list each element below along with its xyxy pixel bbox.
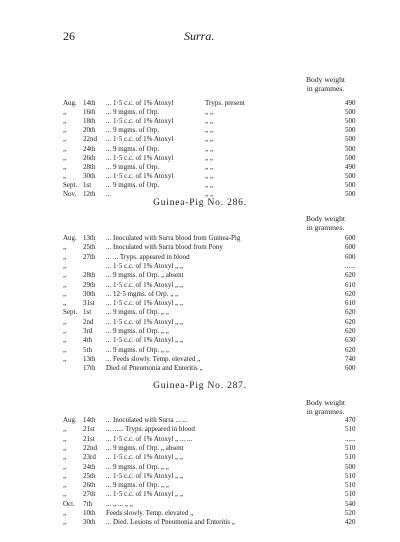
row-day: 28th <box>83 271 96 280</box>
body-weight-header-2 <box>306 214 345 232</box>
bw-header-line2: in grammes. <box>306 84 345 93</box>
row-weight: 620 <box>345 308 356 317</box>
row-description: ... 9 mgms. of Orp. „ absent <box>106 271 184 280</box>
row-month: „ <box>63 453 67 462</box>
row-weight: 510 <box>345 453 356 462</box>
row-weight: 510 <box>345 425 356 434</box>
row-month: „ <box>63 153 67 162</box>
row-day: 3rd <box>83 327 93 335</box>
row-description: ... 9 mgms. of Orp. „ „ <box>106 345 169 354</box>
row-weight: 500 <box>345 117 356 126</box>
row-description: ... 9 mgms. of Orp. <box>106 162 160 171</box>
row-description: ... 9 mgms. of Orp. <box>106 144 160 153</box>
row-weight: 620 <box>345 345 356 354</box>
row-description: ... 1·5 c.c. of 1% Atoxyl <box>106 153 174 162</box>
row-month: Sept. <box>63 180 78 189</box>
row-day: 27th <box>83 490 96 499</box>
body-weight-header-1 <box>306 75 345 93</box>
table-row <box>0 517 400 527</box>
row-weight: 500 <box>345 462 356 471</box>
row-description: ... Inoculated with Surra blood from Guinea-Pig <box>106 234 241 242</box>
row-weight: 540 <box>345 499 356 508</box>
row-weight: 620 <box>345 289 356 298</box>
row-weight: ...... <box>345 434 356 443</box>
row-weight: 630 <box>345 336 356 345</box>
row-description: ... 9 mgms. of Orp. <box>106 108 160 117</box>
row-tryps-status: „ „ <box>205 108 213 117</box>
row-month: Aug. <box>63 99 77 107</box>
row-month: „ <box>63 509 67 517</box>
row-tryps-status: Tryps. present <box>205 99 245 107</box>
row-month: „ <box>63 280 67 289</box>
row-tryps-status: „ „ <box>205 135 213 144</box>
row-description: ... 9 mgms. of Orp. „ „ <box>106 308 169 317</box>
row-weight: 600 <box>345 364 356 373</box>
bw-header-line1: Body weight <box>305 214 345 223</box>
row-description: ... 1·5 c.c. of 1% Atoxyl „ „ <box>106 299 183 308</box>
row-month: „ <box>63 317 67 326</box>
row-description: ... 1·5 c.c. of 1% Atoxyl „ „ <box>106 280 183 289</box>
row-month: „ <box>63 462 67 471</box>
row-weight: 510 <box>345 471 356 480</box>
row-weight: 420 <box>345 518 356 527</box>
row-description: ... ... Tryps. appeared in blood <box>106 252 190 261</box>
row-description: Died of Pneumonia and Enteritis „ <box>106 364 203 373</box>
row-tryps-status: „ „ <box>205 144 213 153</box>
row-weight: 510 <box>345 443 356 452</box>
row-description: ... 9 mgms. of Orp. <box>106 126 160 135</box>
row-day: 31st <box>83 299 95 308</box>
row-description: ... 1·5 c.c. of 1% Atoxyl „ „ <box>106 471 183 480</box>
row-day: 7th <box>83 499 92 508</box>
row-description: ... 1·5 c.c. of 1% Atoxyl „ „ <box>106 317 183 326</box>
page-number: 26 <box>63 29 75 43</box>
row-month: „ <box>63 443 67 452</box>
row-description: ... 9 mgms. of Orp. „ absent <box>106 443 184 452</box>
row-weight: 600 <box>345 243 356 252</box>
section-title-287: Guinea-Pig No. 287. <box>153 381 247 391</box>
row-weight: 620 <box>345 317 356 326</box>
row-weight: 510 <box>345 481 356 490</box>
row-day: 30th <box>83 289 96 298</box>
row-day: 12th <box>83 190 96 198</box>
row-day: 24th <box>83 462 96 471</box>
row-description: ... 1·5 c.c. of 1% Atoxyl „ „ <box>106 453 183 462</box>
row-day: 16th <box>83 108 96 117</box>
row-tryps-status: „ „ <box>205 190 213 198</box>
row-day: 26th <box>83 481 96 490</box>
row-weight: 500 <box>345 190 356 198</box>
row-month: „ <box>63 336 67 345</box>
row-month: „ <box>63 162 67 171</box>
row-weight: 500 <box>345 135 356 144</box>
row-month: „ <box>63 425 67 434</box>
row-month: „ <box>63 252 67 261</box>
bw-header-line1: Body weight <box>305 398 345 407</box>
row-description: ... 1·5 c.c. of 1% Atoxyl <box>106 171 174 180</box>
bw-header-line2: in grammes. <box>306 407 345 416</box>
row-day: 21st <box>83 425 95 434</box>
row-description: ... 9 mgms. of Orp. <box>106 180 160 189</box>
row-weight: 500 <box>345 144 356 153</box>
row-month: „ <box>63 518 67 527</box>
row-day: 23rd <box>83 453 96 462</box>
row-month: Sept. <box>63 308 78 317</box>
row-description: ... 1·5 c.c. of 1% Atoxyl <box>106 117 174 126</box>
row-tryps-status: „ „ <box>205 117 213 126</box>
row-month: „ <box>63 471 67 480</box>
row-day: 14th <box>83 416 96 424</box>
row-day: 10th <box>83 509 96 517</box>
row-month: „ <box>63 144 67 153</box>
row-description: ... 1·5 c.c. of 1% Atoxyl <box>106 135 174 144</box>
row-month: Aug. <box>63 234 77 242</box>
row-day: 28th <box>83 162 96 171</box>
row-weight: 520 <box>345 509 356 517</box>
row-month: „ <box>63 271 67 280</box>
row-description: ... 9 mgms. of Orp. „ „ <box>106 462 169 471</box>
row-tryps-status: „ „ <box>205 171 213 180</box>
row-description: ... 1·5 c.c. of 1% Atoxyl <box>106 99 174 107</box>
row-weight: 610 <box>345 280 356 289</box>
row-description: ... „ ... „ „ <box>106 499 133 508</box>
row-day: 1st <box>83 308 92 317</box>
row-month: „ <box>63 354 67 363</box>
table-row <box>0 363 400 373</box>
row-day: 25th <box>83 471 96 480</box>
row-tryps-status: „ „ <box>205 162 213 171</box>
row-day: 21st <box>83 434 95 443</box>
row-description: ... 12·5 mgms. of Orp. „ „ <box>106 289 179 298</box>
row-description: ... 9 mgms. of Orp. „ „ <box>106 327 169 335</box>
row-weight: 500 <box>345 171 356 180</box>
row-month: „ <box>63 126 67 135</box>
row-month: Nov. <box>63 190 77 198</box>
row-description: ... Died. Lesions of Pneumonia and Enteritis „ <box>106 518 235 527</box>
row-description: ... <box>106 190 112 198</box>
bw-header-line2: in grammes. <box>306 223 345 232</box>
row-weight: 610 <box>345 299 356 308</box>
row-day: 30th <box>83 171 96 180</box>
row-weight: 620 <box>345 327 356 335</box>
row-day: 4th <box>83 336 92 345</box>
row-weight: 600 <box>345 252 356 261</box>
row-month: „ <box>63 289 67 298</box>
row-day: 24th <box>83 144 96 153</box>
row-day: 22nd <box>83 443 97 452</box>
row-day: 30th <box>83 518 96 527</box>
row-description: ... 9 mgms. of Orp. „ „ <box>106 481 169 490</box>
row-day: 22nd <box>83 135 97 144</box>
row-month: „ <box>63 135 67 144</box>
row-weight: 490 <box>345 162 356 171</box>
row-description: ... 1·5 c.c. of 1% Atoxyl „ ... ... <box>106 434 193 443</box>
row-day: 13th <box>83 234 96 242</box>
row-day: 26th <box>83 153 96 162</box>
row-weight: 740 <box>345 354 356 363</box>
bw-header-line1: Body weight <box>305 75 345 84</box>
row-weight: 510 <box>345 490 356 499</box>
row-day: 2nd <box>83 317 94 326</box>
row-month: „ <box>63 481 67 490</box>
row-month: „ <box>63 434 67 443</box>
row-tryps-status: „ „ <box>205 153 213 162</box>
running-title: Surra. <box>184 29 215 43</box>
row-day: 20th <box>83 126 96 135</box>
row-month: „ <box>63 108 67 117</box>
row-month: Aug. <box>63 416 77 424</box>
row-weight: 500 <box>345 153 356 162</box>
row-day: 18th <box>83 117 96 126</box>
row-weight: 620 <box>345 271 356 280</box>
row-month: Oct. <box>63 499 75 508</box>
row-weight: 500 <box>345 180 356 189</box>
row-day: 27th <box>83 252 96 261</box>
row-day: 13th <box>83 354 96 363</box>
row-description: ... Feeds slowly. Temp. elevated „ <box>106 354 201 363</box>
row-month: „ <box>63 261 67 270</box>
row-description: ... Inoculated with Surra blood from Pony <box>106 243 223 252</box>
row-day: 1st <box>83 180 92 189</box>
row-day: 29th <box>83 280 96 289</box>
row-month: „ <box>63 345 67 354</box>
row-day: 5th <box>83 345 92 354</box>
row-day: 17th <box>83 364 96 373</box>
row-month: „ <box>63 171 67 180</box>
row-month: „ <box>63 299 67 308</box>
row-tryps-status: „ „ <box>205 126 213 135</box>
row-month: „ <box>63 117 67 126</box>
row-description: ... 1·5 c.c. of 1% Atoxyl „ „ <box>106 490 183 499</box>
row-description: ... 1·5 c.c. of 1% Atoxyl „ „ <box>106 261 183 270</box>
row-weight: ...... <box>345 261 356 270</box>
row-weight: 500 <box>345 108 356 117</box>
row-weight: 470 <box>345 416 356 424</box>
row-day: 25th <box>83 243 96 252</box>
row-tryps-status: „ „ <box>205 180 213 189</box>
row-description: ... Inoculated with Surra ... ... <box>106 416 188 424</box>
row-weight: 490 <box>345 99 356 107</box>
section-title-286: Guinea-Pig No. 286. <box>153 198 247 208</box>
row-description: Feeds slowly. Temp. elevated „ <box>106 509 194 517</box>
row-description: ... ...... Tryps. appeared in blood <box>106 425 195 434</box>
row-day: 14th <box>83 99 96 107</box>
row-weight: 500 <box>345 126 356 135</box>
row-month: „ <box>63 243 67 252</box>
row-description: ... 1·5 c.c. of 1% Atoxyl „ „ <box>106 336 183 345</box>
row-month: „ <box>63 490 67 499</box>
row-weight: 600 <box>345 234 356 242</box>
row-month: „ <box>63 327 67 335</box>
body-weight-header-3 <box>306 398 345 416</box>
